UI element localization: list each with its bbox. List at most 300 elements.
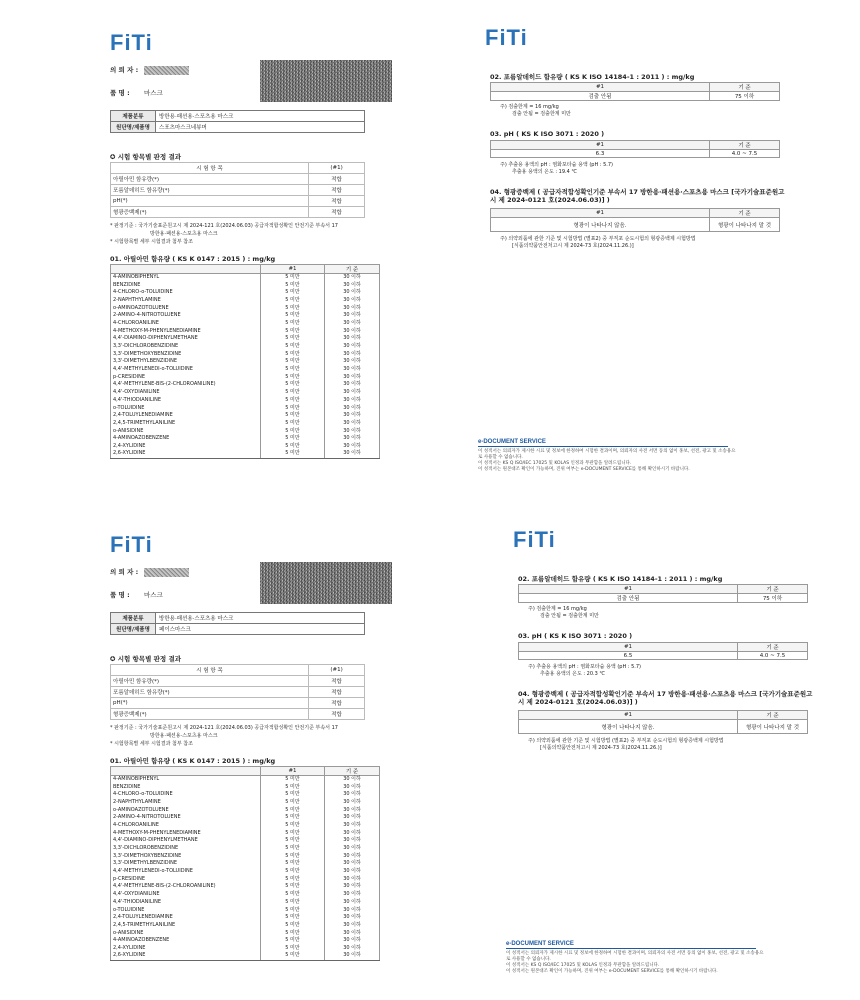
fl-note-2: [식품의약품안전처고시 제 2024-73 호(2024.11.26.)] [540,745,662,751]
amine-result: 5 미만 [261,412,325,420]
amine-name: 4-CHLOROANILINE [111,822,261,830]
fluorescent-title: 04. 형광증백제 ( 공급자적합성확인기준 부속서 17 방한용·패션용·스포츠용 마스크 [국가기술표준원고시 제 2024-0121 호(2024.06.03)] ) [490,188,785,204]
judge-item: 아릴아민 함유량(*) [111,174,309,185]
amine-limit: 30 이하 [325,929,380,937]
table-row [111,320,380,328]
table-row [111,845,380,853]
table-row [111,952,380,960]
table-row [111,937,380,945]
judge-note-3: * 시험항목별 세부 시험결과 첨부 참조 [110,741,193,747]
judge-note-2: 방한용·패션용·스포츠용 마스크 [150,733,218,739]
table-row [111,450,380,458]
judge-result: 적합 [309,687,365,698]
name-label: 품 명 : [110,89,130,97]
amine-name: 2,4-TOLUYLENEDIAMINE [111,412,261,420]
client-label: 의 뢰 자 : [110,568,139,576]
amine-result: 5 미만 [261,366,325,374]
judge-head-item: 시 험 항 목 [111,163,309,174]
product-key: 제품분류 [111,111,156,122]
amine-limit: 30 이하 [325,868,380,876]
amine-limit: 30 이하 [325,427,380,435]
ds-title: e-DOCUMENT SERVICE [506,941,574,947]
fa-note-1: 주) 검출한계 = 16 mg/kg [528,606,587,612]
amine-result: 5 미만 [261,776,325,784]
product-value: 스포츠마스크네뷰머 [156,122,365,133]
ph-title: 03. pH ( KS K ISO 3071 : 2020 ) [490,130,605,138]
amine-result: 5 미만 [261,806,325,814]
table-row [111,709,365,720]
amine-name: 3,3'-DICHLOROBENZIDINE [111,343,261,351]
amine-name: 4,4'-METHYLENE-BIS-(2-CHLOROANILINE) [111,381,261,389]
table-row [111,304,380,312]
table-row [111,783,380,791]
table-row [111,860,380,868]
product-value: 페이스마스크 [156,624,365,635]
product-value: 방한용·패션용·스포츠용 마스크 [156,613,365,624]
table-row [111,814,380,822]
table-row [111,906,380,914]
amine-limit: 30 이하 [325,389,380,397]
name-label: 품 명 : [110,591,130,599]
amine-name: 4,4'-DIAMINO-DIPHENYLMETHANE [111,335,261,343]
ph-limit: 4.0 ~ 7.5 [738,652,808,660]
amine-head-sample: #1 [261,265,325,274]
judge-head-item: 시 험 항 목 [111,665,309,676]
product-table [110,612,365,635]
table-row [111,343,380,351]
judge-item: 포름알데히드 함유량(*) [111,687,309,698]
ph-head-limit: 기 준 [710,141,780,150]
table-row [111,883,380,891]
amine-name: 4-CHLORO-o-TOLUIDINE [111,289,261,297]
judge-head-sample: (#1) [309,163,365,174]
amine-limit: 30 이하 [325,776,380,784]
fa-result: 검출 안됨 [519,594,738,603]
fa-head-sample: #1 [519,585,738,594]
table-row [111,791,380,799]
formaldehyde-table [518,584,808,603]
table-row [111,922,380,930]
product-value: 방한용·패션용·스포츠용 마스크 [156,111,365,122]
amine-head-limit: 기 준 [325,767,380,776]
judge-title: ✪ 시험 항목별 판정 결과 [110,655,182,663]
amine-result: 5 미만 [261,791,325,799]
report-page-4 [498,512,860,997]
amine-result: 5 미만 [261,783,325,791]
judge-result: 적합 [309,174,365,185]
amine-limit: 30 이하 [325,952,380,960]
ph-table [518,642,808,660]
amine-result: 5 미만 [261,373,325,381]
fa-head-limit: 기 준 [738,585,808,594]
redacted-info-block [260,562,392,604]
judge-item: 형광증백제(*) [111,207,309,218]
amine-limit: 30 이하 [325,366,380,374]
amine-limit: 30 이하 [325,906,380,914]
amine-result: 5 미만 [261,427,325,435]
judge-head-sample: (#1) [309,665,365,676]
fl-note [528,738,808,752]
table-row [111,174,365,185]
amine-title: 01. 아릴아민 함유량 ( KS K 0147 : 2015 ) : mg/kg [110,757,276,765]
judge-note [110,222,380,246]
amine-name: 3,3'-DIMETHYLBENZIDINE [111,860,261,868]
judge-item: pH(*) [111,698,309,709]
fl-note-2: [식품의약품안전처고시 제 2024-73 호(2024.11.26.)] [512,243,634,249]
amine-name: 4-AMINOBIPHENYL [111,274,261,282]
amine-name: p-CRESIDINE [111,373,261,381]
amine-name: 2,4-XYLIDINE [111,443,261,451]
fl-head-limit: 기 준 [710,209,780,218]
fa-note [528,606,808,620]
amine-name: 2,4,5-TRIMETHYLANILINE [111,922,261,930]
amine-limit: 30 이하 [325,829,380,837]
amine-limit: 30 이하 [325,791,380,799]
amine-name: 4,4'-THIODIANILINE [111,899,261,907]
amine-limit: 30 이하 [325,373,380,381]
table-row [111,929,380,937]
judge-item: 아릴아민 함유량(*) [111,676,309,687]
ds-line: 이 성적서는 KS Q ISO/IEC 17025 및 KOLAS 인정과 무관함을 알려드립니다. [478,461,632,466]
amine-name: o-ANISIDINE [111,427,261,435]
amine-limit: 30 이하 [325,922,380,930]
table-row [111,207,365,218]
amine-head-name [111,767,261,776]
table-row [111,435,380,443]
judge-note-2: 방한용·패션용·스포츠용 마스크 [150,231,218,237]
amine-head-name [111,265,261,274]
amine-title: 01. 아릴아민 함유량 ( KS K 0147 : 2015 ) : mg/kg [110,255,276,263]
judge-item: pH(*) [111,196,309,207]
judge-note-3: * 시험항목별 세부 시험결과 첨부 참조 [110,239,193,245]
amine-name: 2-AMINO-4-NITROTOLUENE [111,814,261,822]
fiti-logo: FiTi [110,30,153,55]
fiti-logo: FiTi [110,532,153,557]
table-row [111,404,380,412]
ds-line: 이 성적서는 의뢰자가 제시한 시료 및 정보에 한정하여 시험한 결과이며, 의뢰자의 사전 서면 동의 없이 홍보, 선전, 광고 및 소송용으로 사용할 수 없습니다. [506,951,764,962]
judge-result: 적합 [309,207,365,218]
fiti-logo: FiTi [485,25,528,50]
table-row [111,914,380,922]
amine-limit: 30 이하 [325,814,380,822]
amine-name: p-CRESIDINE [111,875,261,883]
formaldehyde-title: 02. 포름알데히드 함유량 ( KS K ISO 14184-1 : 2011 ) : mg/kg [518,575,723,583]
amine-limit: 30 이하 [325,883,380,891]
table-row [111,891,380,899]
amine-name: 4-METHOXY-M-PHENYLENEDIAMINE [111,327,261,335]
ds-divider [506,948,756,949]
amine-name: 2-NAPHTHYLAMINE [111,297,261,305]
amine-name: 4,4'-METHYLENEDI-o-TOLUIDINE [111,868,261,876]
table-row [111,335,380,343]
ds-line: 이 성적서는 원본대조 확인이 가능하며, 진위 여부는 e-DOCUMENT SERVICE를 통해 확인하시기 바랍니다. [506,969,718,974]
ph-head-limit: 기 준 [738,643,808,652]
amine-limit: 30 이하 [325,822,380,830]
amine-result: 5 미만 [261,822,325,830]
ph-note-2: 추출용 용액의 온도 : 19.4 ℃ [512,169,578,175]
table-row [111,837,380,845]
ph-result: 6.5 [519,652,738,660]
amine-name: 2,6-XYLIDINE [111,952,261,960]
amine-name: o-AMINOAZOTOLUENE [111,806,261,814]
judge-note-1: * 판정기준 : 국가기술표준원고시 제 2024-121 호(2024.06.03) 공급자적합성확인 안전기준 부속서 17 [110,725,338,731]
table-row [111,289,380,297]
ph-result: 6.3 [491,150,710,158]
amine-limit: 30 이하 [325,806,380,814]
table-row [111,799,380,807]
table-row [111,373,380,381]
table-row [111,829,380,837]
amine-result: 5 미만 [261,814,325,822]
amine-result: 5 미만 [261,891,325,899]
fl-limit: 형광이 나타나지 말 것 [738,720,808,734]
fl-head-sample: #1 [519,711,738,720]
amine-limit: 30 이하 [325,845,380,853]
ph-note-1: 주) 추출용 용액의 pH : 염화포타슘 용액 (pH : 5.7) [500,162,613,168]
table-row [111,822,380,830]
e-document-service [506,941,766,975]
amine-limit: 30 이하 [325,404,380,412]
judge-result: 적합 [309,709,365,720]
amine-result: 5 미만 [261,829,325,837]
amine-limit: 30 이하 [325,397,380,405]
table-row [111,687,365,698]
redacted-client [144,66,189,75]
amine-result: 5 미만 [261,945,325,953]
ph-title: 03. pH ( KS K ISO 3071 : 2020 ) [518,632,633,640]
table-row [111,945,380,953]
amine-result: 5 미만 [261,397,325,405]
table-row [111,868,380,876]
fluorescent-table [518,710,808,734]
ds-title: e-DOCUMENT SERVICE [478,439,546,445]
amine-result: 5 미만 [261,358,325,366]
amine-result: 5 미만 [261,304,325,312]
product-key: 제품분류 [111,613,156,624]
amine-name: 2-NAPHTHYLAMINE [111,799,261,807]
amine-name: 4-AMINOBIPHENYL [111,776,261,784]
amine-name: 2-AMINO-4-NITROTOLUENE [111,312,261,320]
fl-note [500,236,780,250]
ds-line: 이 성적서는 KS Q ISO/IEC 17025 및 KOLAS 인정과 무관함을 알려드립니다. [506,963,660,968]
judge-result: 적합 [309,185,365,196]
amine-limit: 30 이하 [325,289,380,297]
amine-name: 4-CHLOROANILINE [111,320,261,328]
amine-result: 5 미만 [261,906,325,914]
amine-limit: 30 이하 [325,937,380,945]
client-row [110,567,189,577]
amine-name: 2,4,5-TRIMETHYLANILINE [111,420,261,428]
ph-note-2: 추출용 용액의 온도 : 20.3 ℃ [540,671,606,677]
table-row [111,899,380,907]
ph-note [528,664,808,678]
table-row [111,412,380,420]
table-row [111,327,380,335]
client-label: 의 뢰 자 : [110,66,139,74]
amine-result: 5 미만 [261,914,325,922]
amine-result: 5 미만 [261,335,325,343]
amine-limit: 30 이하 [325,381,380,389]
amine-name: o-AMINOAZOTOLUENE [111,304,261,312]
formaldehyde-title: 02. 포름알데히드 함유량 ( KS K ISO 14184-1 : 2011 ) : mg/kg [490,73,695,81]
judge-table [110,664,365,720]
amine-result: 5 미만 [261,837,325,845]
amine-limit: 30 이하 [325,914,380,922]
amine-result: 5 미만 [261,320,325,328]
amine-name: 3,3'-DIMETHYLBENZIDINE [111,358,261,366]
product-name-row [110,88,163,97]
judge-note-1: * 판정기준 : 국가기술표준원고시 제 2024-121 호(2024.06.03) 공급자적합성확인 안전기준 부속서 17 [110,223,338,229]
fl-note-1: 주) 의약외품에 관한 기준 및 시험방법 (별표2) 중 부직포 순도시험의 형광증백제 시험방법 [500,236,696,242]
table-row [111,350,380,358]
amine-limit: 30 이하 [325,899,380,907]
judge-result: 적합 [309,196,365,207]
amine-limit: 30 이하 [325,358,380,366]
table-row [111,366,380,374]
amine-result: 5 미만 [261,450,325,458]
fl-head-sample: #1 [491,209,710,218]
amine-name: o-ANISIDINE [111,929,261,937]
judge-item: 형광증백제(*) [111,709,309,720]
table-row [111,698,365,709]
report-page-1 [10,10,410,495]
fa-limit: 75 이하 [710,92,780,101]
table-row [111,427,380,435]
client-row [110,65,189,75]
amine-result: 5 미만 [261,952,325,960]
amine-result: 5 미만 [261,312,325,320]
amine-name: 4,4'-THIODIANILINE [111,397,261,405]
report-page-2 [470,10,860,495]
table-row [111,420,380,428]
amine-limit: 30 이하 [325,450,380,458]
amine-result: 5 미만 [261,327,325,335]
amine-limit: 30 이하 [325,297,380,305]
redacted-info-block [260,60,392,102]
fa-limit: 75 이하 [738,594,808,603]
amine-name: 3,3'-DIMETHOXYBENZIDINE [111,350,261,358]
amine-limit: 30 이하 [325,350,380,358]
amine-limit: 30 이하 [325,852,380,860]
fl-note-1: 주) 의약외품에 관한 기준 및 시험방법 (별표2) 중 부직포 순도시험의 형광증백제 시험방법 [528,738,724,744]
table-row [111,806,380,814]
judge-result: 적합 [309,676,365,687]
ph-limit: 4.0 ~ 7.5 [710,150,780,158]
fa-note [500,104,780,118]
product-name-row [110,590,163,599]
amine-limit: 30 이하 [325,783,380,791]
table-row [111,196,365,207]
amine-result: 5 미만 [261,435,325,443]
ph-note-1: 주) 추출용 용액의 pH : 염화포타슘 용액 (pH : 5.7) [528,664,641,670]
fa-result: 검출 안됨 [491,92,710,101]
amine-result: 5 미만 [261,274,325,282]
ds-line: 이 성적서는 의뢰자가 제시한 시료 및 정보에 한정하여 시험한 결과이며, 의뢰자의 사전 서면 동의 없이 홍보, 선전, 광고 및 소송용으로 사용할 수 없습니다. [478,449,736,460]
fl-result: 형광이 나타나지 않음. [491,218,710,232]
amine-name: 2,4-XYLIDINE [111,945,261,953]
amine-limit: 30 이하 [325,837,380,845]
amine-name: 4,4'-DIAMINO-DIPHENYLMETHANE [111,837,261,845]
table-row [111,358,380,366]
fa-head-limit: 기 준 [710,83,780,92]
amine-result: 5 미만 [261,343,325,351]
amine-result: 5 미만 [261,297,325,305]
table-row [111,852,380,860]
ph-head-sample: #1 [519,643,738,652]
amine-name: 4,4'-METHYLENE-BIS-(2-CHLOROANILINE) [111,883,261,891]
formaldehyde-table [490,82,780,101]
amine-limit: 30 이하 [325,420,380,428]
table-row [111,297,380,305]
amine-name: o-TOLUIDINE [111,906,261,914]
amine-limit: 30 이하 [325,875,380,883]
table-row [111,312,380,320]
report-page-3 [10,512,410,997]
table-row [111,281,380,289]
amine-limit: 30 이하 [325,304,380,312]
amine-result: 5 미만 [261,899,325,907]
table-row [111,185,365,196]
product-key: 원단명/제품명 [111,624,156,635]
name-value: 마스크 [144,89,163,97]
amine-name: 4,4'-OXYDIANILINE [111,891,261,899]
amine-result: 5 미만 [261,289,325,297]
amine-name: 3,3'-DIMETHOXYBENZIDINE [111,852,261,860]
amine-result: 5 미만 [261,381,325,389]
ds-line: 이 성적서는 원본대조 확인이 가능하며, 진위 여부는 e-DOCUMENT SERVICE를 통해 확인하시기 바랍니다. [478,467,690,472]
table-row [111,676,365,687]
amine-result: 5 미만 [261,845,325,853]
ph-table [490,140,780,158]
judge-table [110,162,365,218]
amine-limit: 30 이하 [325,945,380,953]
amine-limit: 30 이하 [325,320,380,328]
amine-limit: 30 이하 [325,443,380,451]
amine-limit: 30 이하 [325,860,380,868]
amine-name: BENZIDINE [111,783,261,791]
amine-limit: 30 이하 [325,343,380,351]
fl-head-limit: 기 준 [738,711,808,720]
fluorescent-title: 04. 형광증백제 ( 공급자적합성확인기준 부속서 17 방한용·패션용·스포츠용 마스크 [국가기술표준원고시 제 2024-0121 호(2024.06.03)] ) [518,690,813,706]
amine-result: 5 미만 [261,937,325,945]
amine-result: 5 미만 [261,350,325,358]
table-row [111,776,380,784]
name-value: 마스크 [144,591,163,599]
amine-head-limit: 기 준 [325,265,380,274]
amine-result: 5 미만 [261,883,325,891]
table-row [111,397,380,405]
fl-limit: 형광이 나타나지 말 것 [710,218,780,232]
table-row [111,274,380,282]
amine-name: 3,3'-DICHLOROBENZIDINE [111,845,261,853]
amine-limit: 30 이하 [325,281,380,289]
amine-result: 5 미만 [261,875,325,883]
amine-name: 4,4'-OXYDIANILINE [111,389,261,397]
amine-limit: 30 이하 [325,327,380,335]
fa-note-2: 검출 안됨 = 검출한계 미만 [540,613,599,619]
ds-divider [478,446,728,447]
amine-result: 5 미만 [261,868,325,876]
amine-name: BENZIDINE [111,281,261,289]
amine-limit: 30 이하 [325,412,380,420]
fiti-logo: FiTi [513,527,556,552]
amine-name: 4-AMINOAZOBENZENE [111,435,261,443]
amine-limit: 30 이하 [325,891,380,899]
judge-item: 포름알데히드 함유량(*) [111,185,309,196]
ph-head-sample: #1 [491,141,710,150]
judge-title: ✪ 시험 항목별 판정 결과 [110,153,182,161]
table-row [111,389,380,397]
